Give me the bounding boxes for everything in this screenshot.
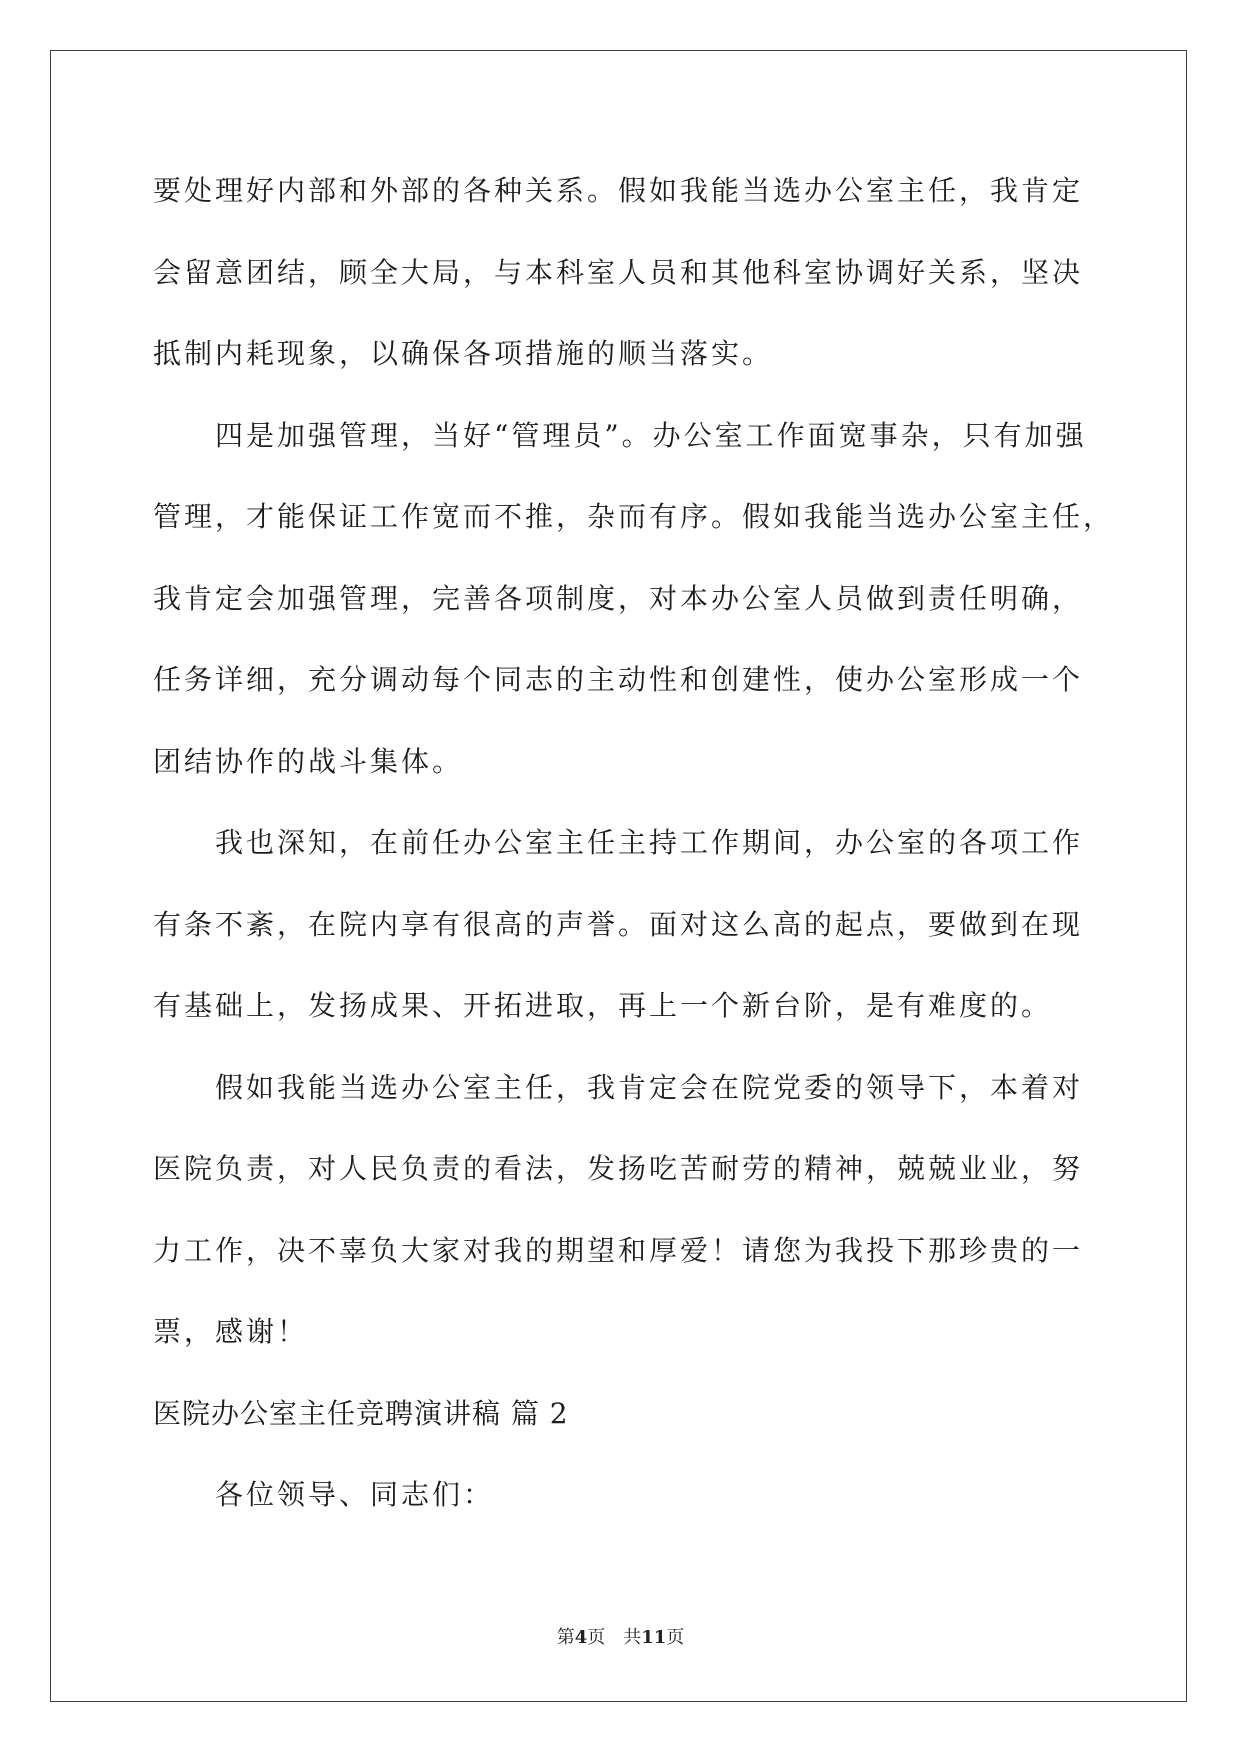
paragraph: [153, 395, 1163, 803]
text-line: 抵制内耗现象，以确保各项措施的顺当落实。: [153, 337, 774, 370]
page-number-current: 4: [574, 1627, 588, 1648]
text-line: 我也深知，在前任办公室主任主持工作期间，办公室的各项工作: [215, 826, 1084, 859]
text-line: 我肯定会加强管理，完善各项制度，对本办公室人员做到责任明确，: [153, 581, 1084, 615]
text-line: 票，感谢！: [153, 1315, 309, 1348]
section-heading: 医院办公室主任竞聘演讲稿 篇 2: [153, 1396, 569, 1430]
page-suffix: 页: [587, 1627, 606, 1648]
text-line: 医院负责，对人民负责的看法，发扬吃苦耐劳的精神，兢兢业业，努: [153, 1152, 1084, 1185]
page-footer: [0, 1626, 1241, 1650]
paragraph: [153, 150, 1163, 395]
text-line: 管理，才能保证工作宽而不推，杂而有序。假如我能当选办公室主任，: [153, 500, 1115, 533]
page-prefix: 第: [556, 1627, 575, 1648]
page-number-total: 11: [641, 1627, 667, 1648]
text-line: 假如我能当选办公室主任，我肯定会在院党委的领导下，本着对: [215, 1070, 1084, 1104]
text-line: 团结协作的战斗集体。: [153, 744, 464, 778]
text-line: 任务详细，充分调动每个同志的主动性和创建性，使办公室形成一个: [153, 663, 1084, 696]
paragraph: [153, 802, 1163, 1047]
paragraph: [153, 1047, 1163, 1373]
document-body: [153, 150, 1163, 1536]
text-line: 有基础上，发扬成果、开拓进取，再上一个新台阶，是有难度的。: [153, 989, 1053, 1022]
total-prefix: 共: [623, 1627, 642, 1648]
text-line: 力工作，决不辜负大家对我的期望和厚爱！请您为我投下那珍贵的一: [153, 1233, 1084, 1267]
text-line: 要处理好内部和外部的各种关系。假如我能当选办公室主任，我肯定: [153, 174, 1084, 207]
text-line: 有条不紊，在院内享有很高的声誉。面对这么高的起点，要做到在现: [153, 907, 1084, 941]
text-line: 会留意团结，顾全大局，与本科室人员和其他科室协调好关系，坚决: [153, 255, 1084, 289]
salutation: 各位领导、同志们：: [215, 1478, 495, 1511]
total-suffix: 页: [666, 1627, 685, 1648]
text-line: 四是加强管理，当好“管理员”。办公室工作面宽事杂，只有加强: [215, 418, 1087, 452]
